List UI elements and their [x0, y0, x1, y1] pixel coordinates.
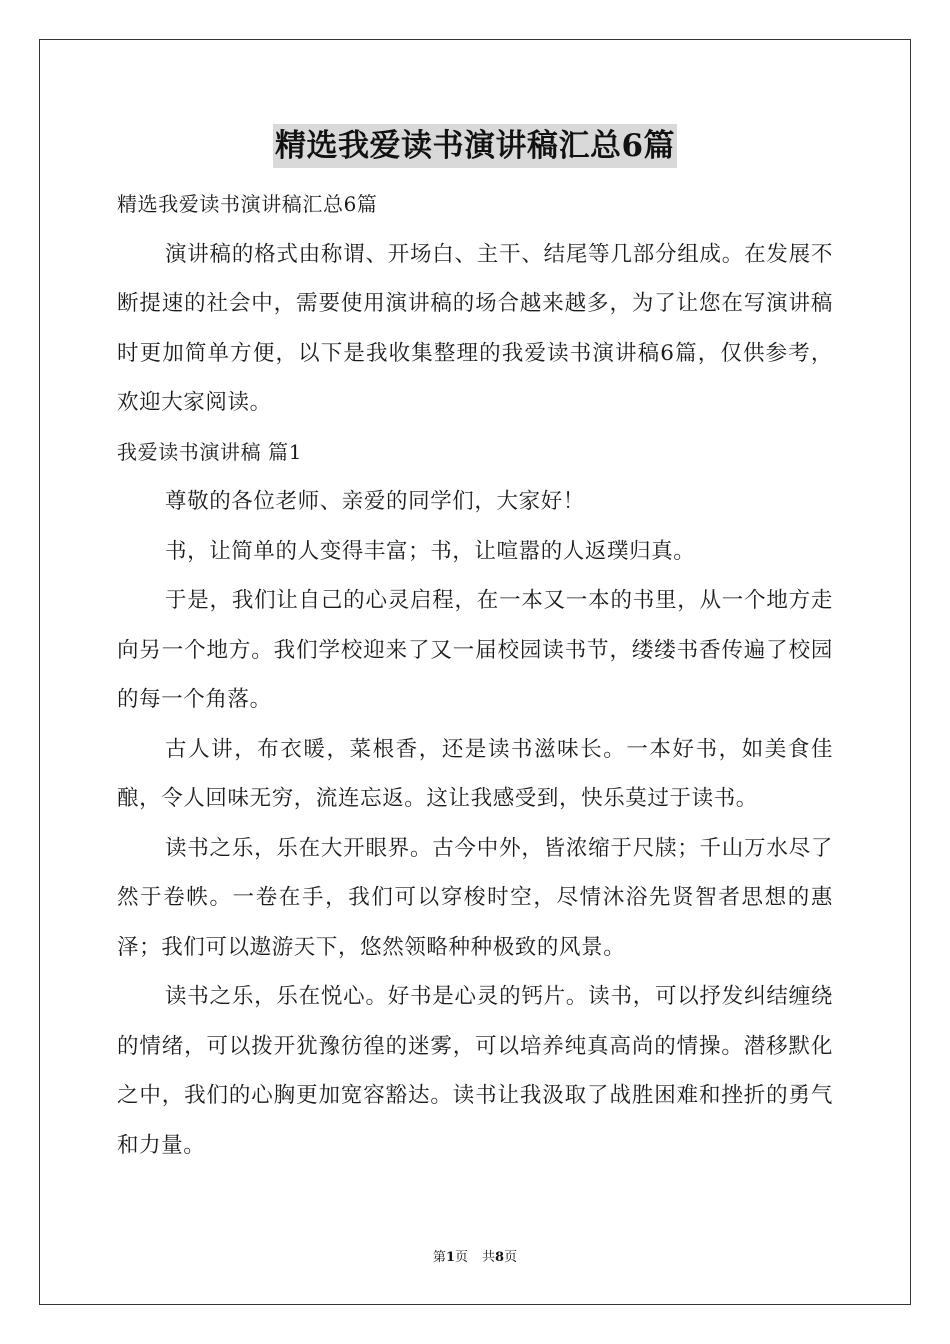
footer-page-prefix: 第: [432, 1250, 446, 1265]
body-paragraph: 读书之乐，乐在大开眼界。古今中外，皆浓缩于尺牍；千山万水尽了然于卷帙。一卷在手，我们可以穿梭时空，尽情沐浴先贤智者思想的惠泽；我们可以遨游天下，悠然领略种种极致的风景。: [117, 835, 833, 960]
subtitle-line: 精选我爱读书演讲稿汇总6篇: [117, 192, 378, 216]
document-body: [117, 180, 833, 1170]
body-paragraph: 古人讲，布衣暖，菜根香，还是读书滋味长。一本好书，如美食佳酿，令人回味无穷，流连忘返。这让我感受到，快乐莫过于读书。: [117, 736, 833, 811]
body-paragraph: 书，让简单的人变得丰富；书，让喧嚣的人返璞归真。: [165, 538, 696, 564]
page-footer: [0, 1246, 950, 1265]
footer-page-mid: 页: [454, 1250, 468, 1265]
title-container: [0, 124, 950, 168]
body-paragraph: 读书之乐，乐在悦心。好书是心灵的钙片。读书，可以抒发纠结缠绕的情绪，可以拨开犹豫彷徨的迷雾，可以培养纯真高尚的情操。潜移默化之中，我们的心胸更加宽容豁达。读书让我汲取了战胜困难和挫折的勇气和力量。: [117, 984, 833, 1158]
section-heading: 我爱读书演讲稿 篇1: [117, 439, 303, 464]
footer-page-current: 1: [445, 1250, 455, 1265]
intro-paragraph: 演讲稿的格式由称谓、开场白、主干、结尾等几部分组成。在发展不断提速的社会中，需要使用演讲稿的场合越来越多，为了让您在写演讲稿时更加简单方便，以下是我收集整理的我爱读书演讲稿6篇，仅供参考，欢迎大家阅读。: [117, 241, 833, 415]
body-paragraph: 于是，我们让自己的心灵启程，在一本又一本的书里，从一个地方走向另一个地方。我们学校迎来了又一届校园读书节，缕缕书香传遍了校园的每一个角落。: [117, 588, 833, 712]
footer-total-prefix: 共: [482, 1250, 496, 1265]
footer-total-suffix: 页: [504, 1250, 518, 1265]
document-title: 精选我爱读书演讲稿汇总6篇: [273, 124, 677, 168]
body-paragraph: 尊敬的各位老师、亲爱的同学们，大家好！: [165, 489, 585, 514]
footer-page-total: 8: [495, 1250, 505, 1265]
